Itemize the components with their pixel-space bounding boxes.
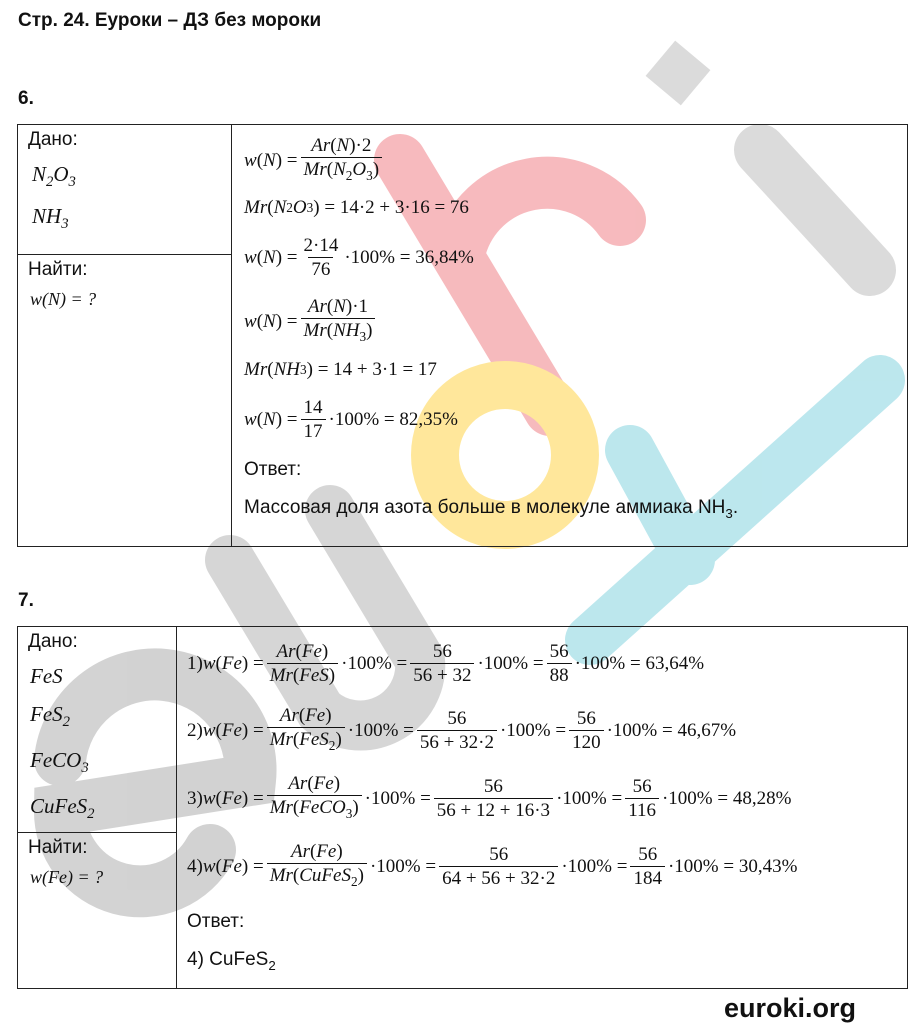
- equation-6: w ( N ) = $\frac{14}{17}$ ·100% = 82,35%: [244, 396, 458, 442]
- equation-3: 3) w ( Fe ) = $\frac{Ar(Fe)}{Mr(FeCO_3)}$ ·100% = $\frac{56}{56 + 12 + 16\cdot 3}$ ·100% = $\frac{56}{116}$ ·100% = 48,28%: [187, 765, 907, 833]
- given-item-cufes2: CuFeS$_2$: [30, 794, 95, 823]
- given-item-fes: FeS: [30, 664, 63, 688]
- answer-label: Ответ:: [187, 911, 245, 932]
- given-item-feco3: FeCO$_3$: [30, 748, 89, 777]
- given-label: Дано:: [28, 631, 78, 652]
- find-expression: w(N) = ?: [30, 289, 97, 309]
- answer-text: 4) CuFeS$_2$: [187, 949, 276, 973]
- problem-7-number: 7.: [18, 590, 34, 611]
- equation-4: 4) w ( Fe ) = $\frac{Ar(Fe)}{Mr(CuFeS_2)}$ ·100% = $\frac{56}{64 + 56 + 32\cdot 2}$ ·100% = $\frac{56}{184}$ ·100% = 30,43%: [187, 833, 907, 901]
- equation-2: 2) w ( Fe ) = $\frac{Ar(Fe)}{Mr(FeS_2)}$ ·100% = $\frac{56}{56 + 32\cdot 2}$ ·100% = $\frac{56}{120}$ ·100% = 46,67%: [187, 697, 907, 765]
- answer-label: Ответ:: [244, 459, 302, 480]
- answer-text: Массовая доля азота больше в молекуле аммиака $NH_3$.: [244, 497, 739, 521]
- solution-cell: [177, 627, 908, 989]
- find-label: Найти:: [28, 259, 88, 280]
- given-cell: [18, 125, 232, 255]
- site-footer-link[interactable]: euroki.org: [723, 993, 856, 1023]
- given-item-fes2: FeS$_2$: [30, 702, 70, 731]
- find-label: Найти:: [28, 836, 88, 858]
- problem-7-table: [17, 626, 908, 989]
- equation-5: Mr ( NH 3 ) = 14 + 3·1 = 17: [244, 359, 437, 380]
- given-item-nh3: $NH_3$: [32, 204, 69, 233]
- given-label: Дано:: [28, 129, 78, 150]
- given-cell: [18, 627, 177, 833]
- given-item-n2o3: $N_2O_3$: [32, 162, 76, 191]
- equation-4: w ( N ) = $\frac{Ar(N)\cdot 1}{Mr(NH_3)}$: [244, 291, 907, 353]
- find-cell: [18, 255, 232, 547]
- problem-6-table: [17, 124, 908, 547]
- page-title: Стр. 24. Еуроки – ДЗ без мороки: [18, 10, 322, 31]
- find-expression: w(Fe) = ?: [30, 866, 104, 887]
- equation-2: Mr ( N 2 O 3 ) = 14·2 + 3·16 = 76: [244, 197, 469, 218]
- solution-cell: [232, 125, 908, 547]
- equation-1: 1) w ( Fe ) = $\frac{Ar(Fe)}{\text{Mr(FeS)}}$ ·100% = $\frac{56}{56 + 32}$ ·100% = $\frac{56}{88}$ ·100% = 63,64%: [187, 640, 705, 686]
- find-cell: [18, 832, 177, 988]
- equation-3: w ( N ) = $\frac{2\cdot 14}{76}$ ·100% = 36,84%: [244, 234, 474, 280]
- problem-6-number: 6.: [18, 88, 34, 109]
- equation-1: w ( N ) = $\frac{Ar(N)\cdot 2}{Mr(N_2O_3)}$: [244, 131, 907, 191]
